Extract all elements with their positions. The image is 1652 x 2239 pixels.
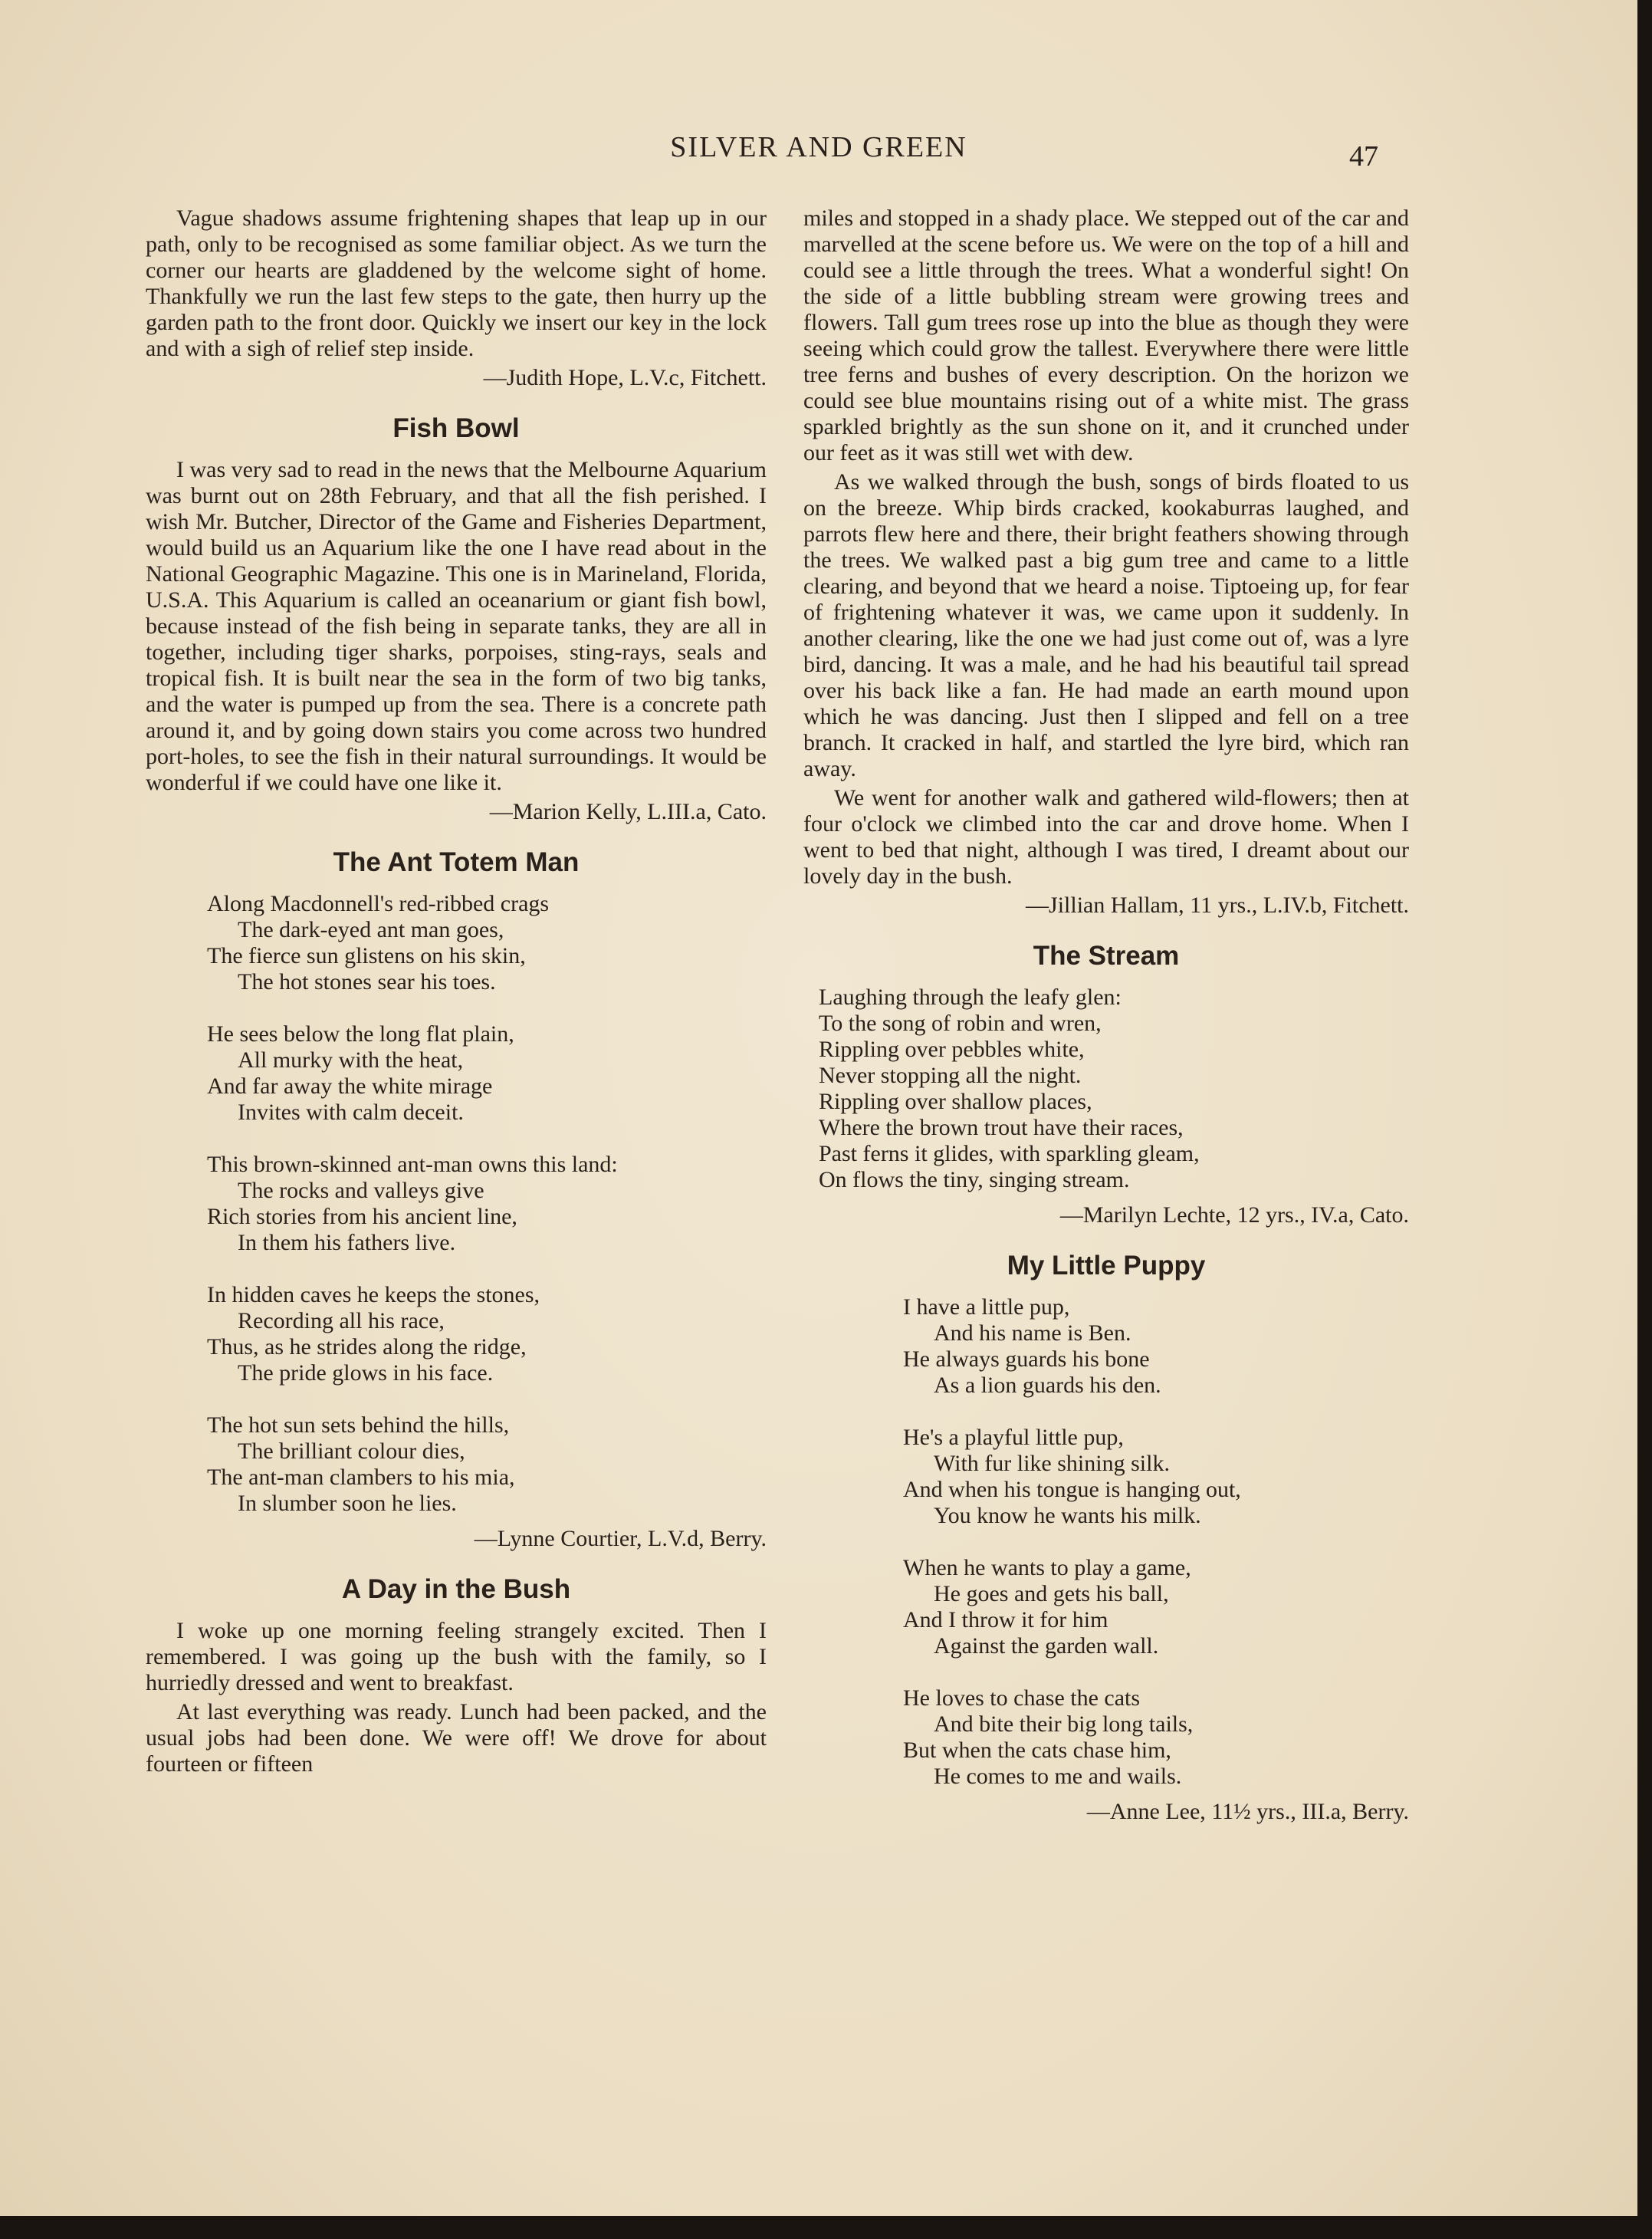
fish-bowl-signature: —Marion Kelly, L.III.a, Cato. xyxy=(489,799,767,824)
day-in-bush-title: A Day in the Bush xyxy=(341,1574,571,1604)
poem-line: Rich stories from his ancient line, xyxy=(207,1204,517,1229)
poem-line: Where the brown trout have their races, xyxy=(819,1115,1184,1140)
day-in-bush-paragraph-2: At last everything was ready. Lunch had been packed, and the usual jobs had been done. We were off! We drove for about fourteen or fifteen xyxy=(146,1699,767,1777)
poem-line: The dark-eyed ant man goes, xyxy=(238,917,504,942)
poem-line: I have a little pup, xyxy=(903,1294,1070,1320)
poem-line: The pride glows in his face. xyxy=(238,1360,494,1386)
poem-line: When he wants to play a game, xyxy=(903,1555,1191,1580)
poem-line: The brilliant colour dies, xyxy=(238,1438,465,1464)
ant-totem-title: The Ant Totem Man xyxy=(333,847,580,877)
running-header: SILVER AND GREEN xyxy=(670,131,967,163)
poem-line: He loves to chase the cats xyxy=(903,1685,1141,1711)
day-in-bush-paragraph-3: miles and stopped in a shady place. We stepped out of the car and marvelled at the scene before us. We were on the top of a hill and could see a little through the trees. What a wonderful sight! On the side of a little bubbling stream were growing trees and flowers. Tall gum trees rose up into the blue as though they were seeing which could grow the tallest. Everywhere there were little tree ferns and bushes of every description. On the horizon we could see blue mountains rising out of a white mist. The grass sparkled brightly as the sun shone on it, and it crunched under our feet as it was still wet with dew. xyxy=(803,205,1409,465)
stream-signature: —Marilyn Lechte, 12 yrs., IV.a, Cato. xyxy=(1059,1202,1409,1228)
poem-stanza xyxy=(903,1685,1409,1790)
day-in-bush-signature: —Jillian Hallam, 11 yrs., L.IV.b, Fitchett. xyxy=(1026,893,1409,918)
poem-line: Against the garden wall. xyxy=(934,1633,1159,1659)
right-column xyxy=(803,205,1409,1825)
poem-line: This brown-skinned ant-man owns this land: xyxy=(207,1152,618,1177)
ant-totem-signature: —Lynne Courtier, L.V.d, Berry. xyxy=(474,1526,767,1551)
poem-line: And when his tongue is hanging out, xyxy=(903,1477,1241,1502)
fish-bowl-title: Fish Bowl xyxy=(392,413,520,443)
poem-line: Thus, as he strides along the ridge, xyxy=(207,1334,527,1360)
poem-stanza xyxy=(207,1282,767,1386)
poem-line: In hidden caves he keeps the stones, xyxy=(207,1282,540,1307)
fish-bowl-body: I was very sad to read in the news that the Melbourne Aquarium was burnt out on 28th February, and that all the fish perished. I wish Mr. Butcher, Director of the Game and Fisheries Department, would build us an Aquarium like the one I have read about in the National Geographic Magazine. This one is in Marineland, Florida, U.S.A. This Aquarium is called an oceanarium or giant fish bowl, because instead of the fish being in separate tanks, they are all in together, including tiger sharks, porpoises, sting-rays, seals and tropical fish. It is built near the sea in the form of two big tanks, and the water is pumped up from the sea. There is a concrete path around it, and by going down stairs you come across two hundred port-holes, to see the fish in their natural surroundings. It would be wonderful if we could have one like it. xyxy=(146,457,767,795)
poem-line: The fierce sun glistens on his skin, xyxy=(207,943,526,968)
puppy-poem xyxy=(803,1294,1409,1790)
poem-line: He always guards his bone xyxy=(903,1346,1150,1372)
poem-line: To the song of robin and wren, xyxy=(819,1011,1102,1036)
poem-stanza xyxy=(903,1294,1409,1399)
poem-line: Laughing through the leafy glen: xyxy=(819,985,1122,1010)
day-in-bush-paragraph-1: I woke up one morning feeling strangely excited. Then I remembered. I was going up the bush with the family, so I hurriedly dressed and went to breakfast. xyxy=(146,1618,767,1695)
poem-line: Rippling over shallow places, xyxy=(819,1089,1092,1114)
poem-line: The ant-man clambers to his mia, xyxy=(207,1465,515,1490)
ant-totem-poem xyxy=(146,891,767,1517)
poem-stanza xyxy=(207,891,767,995)
poem-line: Invites with calm deceit. xyxy=(238,1100,464,1125)
poem-line: The hot stones sear his toes. xyxy=(238,969,496,995)
day-in-bush-paragraph-5: We went for another walk and gathered wild-flowers; then at four o'clock we climbed into the car and drove home. When I went to bed that night, although I was tired, I dreamt about our lovely day in the bush. xyxy=(803,785,1409,889)
poem-line: Recording all his race, xyxy=(238,1308,445,1333)
poem-line: As a lion guards his den. xyxy=(934,1373,1161,1398)
poem-line: And bite their big long tails, xyxy=(934,1711,1194,1737)
intro-paragraph: Vague shadows assume frightening shapes that leap up in our path, only to be recognised as some familiar object. As we turn the corner our hearts are gladdened by the welcome sight of home. Thankfully we run the last few steps to the gate, then hurry up the garden path to the front door. Quickly we insert our key in the lock and with a sigh of relief step inside. xyxy=(146,205,767,361)
poem-stanza xyxy=(903,1555,1409,1659)
poem-line: On flows the tiny, singing stream. xyxy=(819,1167,1130,1192)
poem-line: But when the cats chase him, xyxy=(903,1738,1171,1763)
poem-stanza xyxy=(207,1152,767,1256)
poem-line: With fur like shining silk. xyxy=(934,1451,1170,1476)
poem-line: Along Macdonnell's red-ribbed crags xyxy=(207,891,550,916)
intro-signature: —Judith Hope, L.V.c, Fitchett. xyxy=(483,365,767,390)
poem-line: All murky with the heat, xyxy=(238,1047,464,1073)
poem-line: Never stopping all the night. xyxy=(819,1063,1082,1088)
poem-stanza xyxy=(207,1021,767,1126)
poem-stanza xyxy=(819,985,1409,1193)
poem-line: And his name is Ben. xyxy=(934,1320,1131,1346)
poem-line: Rippling over pebbles white, xyxy=(819,1037,1085,1062)
poem-line: You know he wants his milk. xyxy=(934,1503,1201,1528)
day-in-bush-paragraph-4: As we walked through the bush, songs of birds floated to us on the breeze. Whip birds cracked, kookaburras laughed, and parrots flew here and there, their bright feathers showing through the trees. We walked past a big gum tree and came to a little clearing, and beyond that we heard a noise. Tiptoeing up, for fear of frightening whatever it was, we came upon it suddenly. In another clearing, like the one we had just come out of, was a lyre bird, dancing. It was a male, and he had his beautiful tail spread over his back like a fan. He had made an earth mound upon which he was dancing. Just then I slipped and fell on a tree branch. It cracked in half, and startled the lyre bird, which ran away. xyxy=(803,469,1409,781)
poem-stanza xyxy=(903,1425,1409,1529)
poem-line: In them his fathers live. xyxy=(238,1230,456,1255)
poem-line: He comes to me and wails. xyxy=(934,1764,1182,1789)
poem-line: Past ferns it glides, with sparkling gleam, xyxy=(819,1141,1200,1166)
stream-title: The Stream xyxy=(1033,941,1180,971)
puppy-title: My Little Puppy xyxy=(1007,1251,1206,1281)
poem-line: He goes and gets his ball, xyxy=(934,1581,1169,1606)
poem-line: The hot sun sets behind the hills, xyxy=(207,1412,510,1438)
poem-line: The rocks and valleys give xyxy=(238,1178,484,1203)
puppy-signature: —Anne Lee, 11½ yrs., III.a, Berry. xyxy=(1086,1799,1409,1824)
page-number: 47 xyxy=(1349,140,1378,173)
poem-stanza xyxy=(207,1412,767,1517)
stream-poem xyxy=(803,985,1409,1193)
left-column xyxy=(146,205,767,1780)
poem-line: He sees below the long flat plain, xyxy=(207,1021,514,1047)
poem-line: In slumber soon he lies. xyxy=(238,1491,457,1516)
poem-line: And far away the white mirage xyxy=(207,1073,493,1099)
poem-line: He's a playful little pup, xyxy=(903,1425,1124,1450)
poem-line: And I throw it for him xyxy=(903,1607,1108,1632)
